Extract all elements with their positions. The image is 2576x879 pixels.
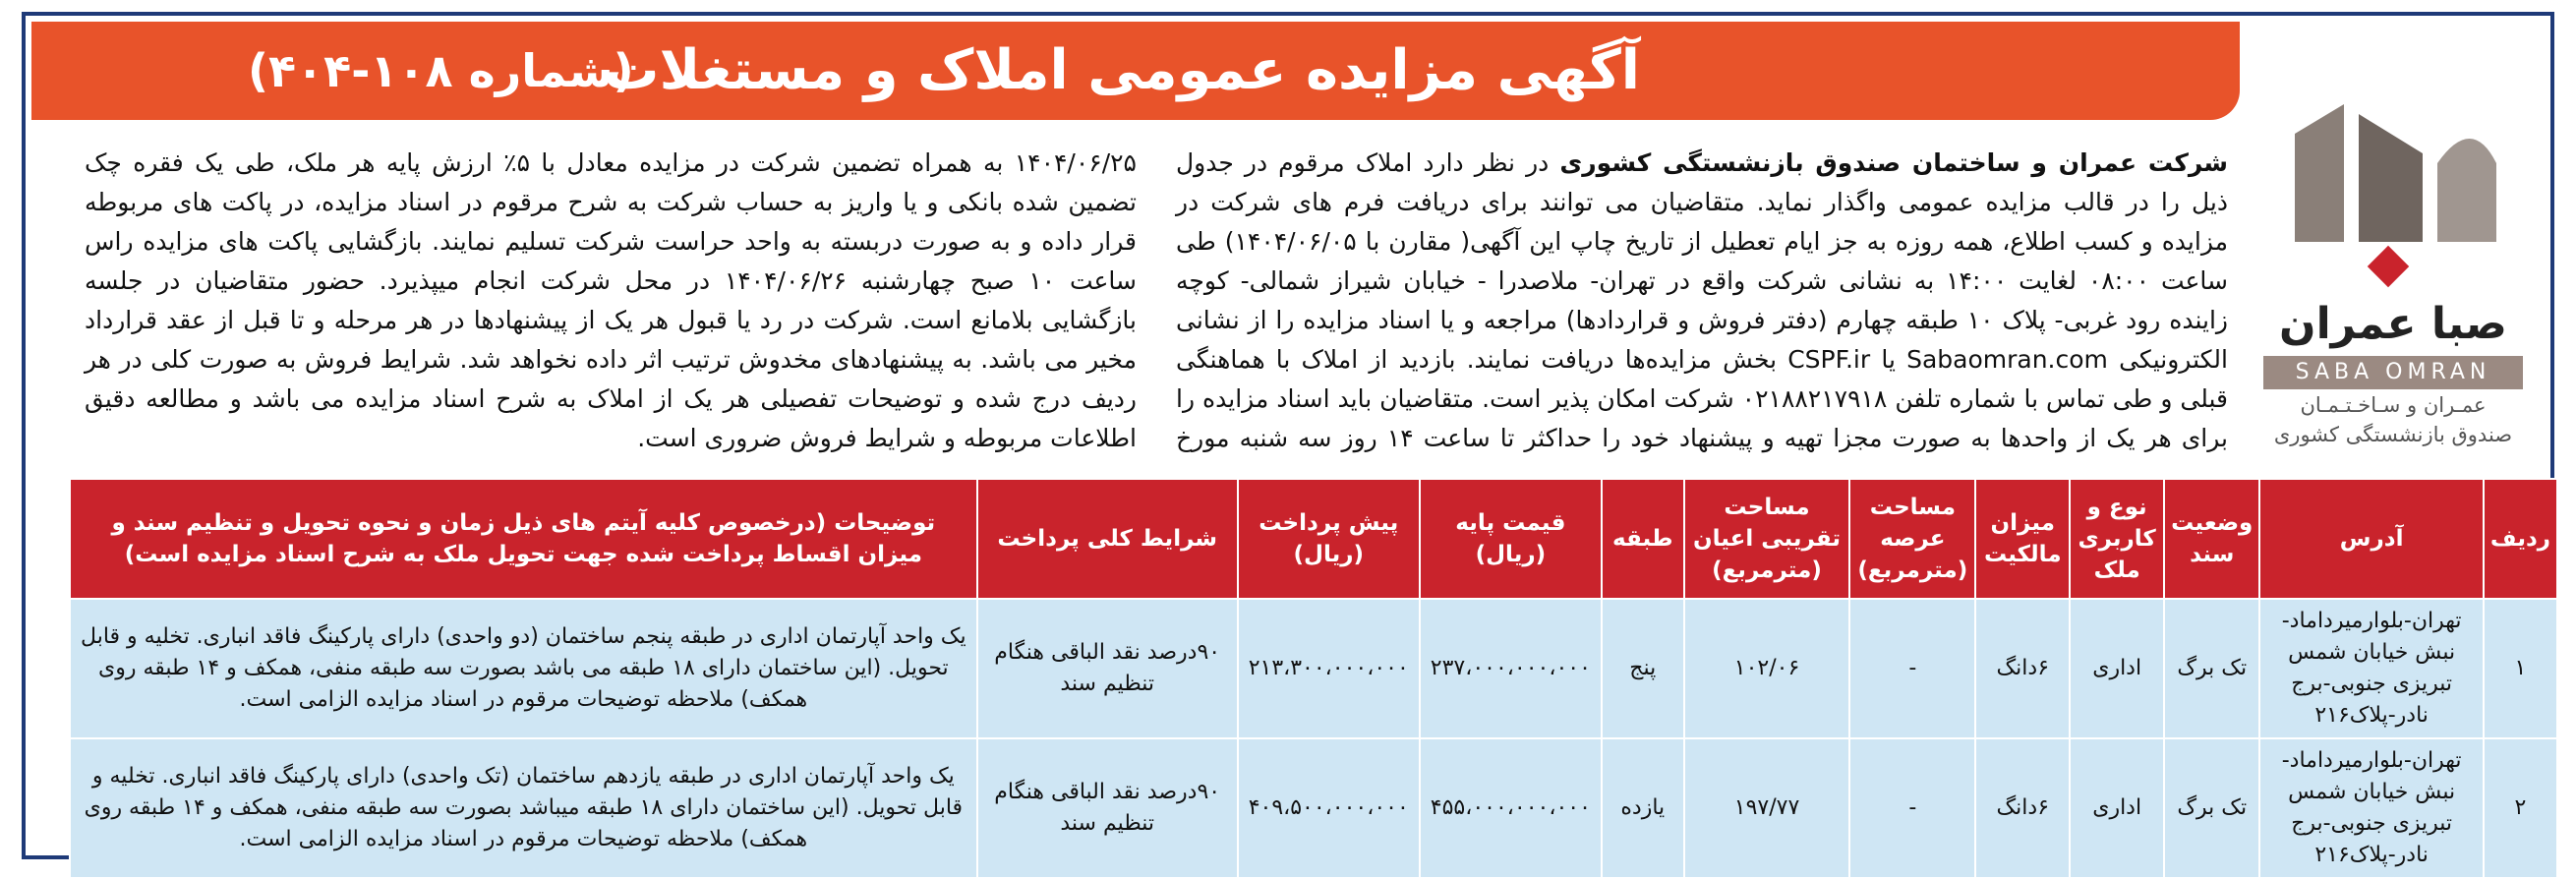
header-payment-terms: شرایط کلی پرداخت bbox=[977, 479, 1238, 599]
cell-ownership: ۶دانگ bbox=[1975, 599, 2070, 738]
company-logo bbox=[2246, 26, 2541, 458]
header-building-area: مساحت تقریبی اعیان (مترمربع) bbox=[1684, 479, 1850, 599]
ad-body-text: در نظر دارد املاک مرقوم در جدول ذیل را در قالب مزایده عمومی واگذار نماید. متقاضیان می توانند برای دریافت فرم های شرکت در مزایده و کسب اطلاع، همه روزه به جز ایام تعطیل از تاریخ چاپ این آگهی( مقارن با ۱۴۰۴/۰۶/۰۵) طی ساعت ۰۸:۰۰ لغایت ۱۴:۰۰ به نشانی شرکت واقع در تهران- ملاصدرا - خیابان شیراز شمالی- کوچه زاینده رود غربی- پلاک ۱۰ طبقه چهارم (دفتر فروش و قراردادها) مراجعه و یا اسناد مزایده را از نشانی الکترونیکی Sabaomran.com یا CSPF.ir بخش مزایده‌ها دریافت نمایند. بازدید از املاک با هماهنگی قبلی و طی تماس با شماره تلفن ۰۲۱۸۸۲۱۷۹۱۸ شرکت امکان پذیر است. متقاضیان باید اسناد مزایده را برای هر یک از واحدها به صورت مجزا تهیه و پیشنهاد خود را حداکثر تا ساعت ۱۴ روز سه شنبه مورخ ۱۴۰۴/۰۶/۲۵ به همراه تضمین شرکت در مزایده معادل با ۵٪ ارزش پایه هر ملک، طی یک فقره چک تضمین شده بانکی و یا واریز به حساب شرکت به شرح مرقوم در اسناد مزایده، در پاکت های مربوطه قرار داده و به صورت دربسته به واحد حراست شرکت تسلیم نمایند. بازگشایی پاکت های مزایده راس ساعت ۱۰ صبح چهارشنبه ۱۴۰۴/۰۶/۲۶ در محل شرکت انجام میپذیرد. حضور متقاضیان در جلسه بازگشایی بلامانع است. شرکت در رد یا قبول هر یک از پیشنهادها در هر مرحله و تا قبل از عقد قرارداد مخیر می باشد. به پیشنهادهای مخدوش ترتیب اثر داده نخواهد شد. شرایط فروش به صورت کلی در هر ردیف درج شده و توضیحات تفصیلی هر یک از املاک به شرح اسناد مزایده می باشد و مطالعه دقیق اطلاعات مربوطه و شرایط فروش ضروری است. bbox=[85, 148, 2229, 452]
table-row bbox=[70, 599, 2557, 738]
cell-row-number: ۲ bbox=[2484, 738, 2557, 878]
cell-prepayment: ۴۰۹،۵۰۰،۰۰۰،۰۰۰ bbox=[1238, 738, 1420, 878]
company-name: شرکت عمران و ساختمان صندوق بازنشستگی کشوری bbox=[1559, 148, 2229, 177]
header-address: آدرس bbox=[2259, 479, 2484, 599]
cell-address: تهران-بلوارمیرداماد-نبش خیابان شمس تبریزی جنوبی-برج نادر-پلاک۲۱۶ bbox=[2259, 738, 2484, 878]
ad-frame bbox=[22, 12, 2554, 867]
cell-building-area: ۱۰۲/۰۶ bbox=[1684, 599, 1850, 738]
cell-building-area: ۱۹۷/۷۷ bbox=[1684, 738, 1850, 878]
cell-description: یک واحد آپارتمان اداری در طبقه پنجم ساختمان (دو واحدی) دارای پارکینگ فاقد انباری. تخلیه و قابل تحویل. (این ساختمان دارای ۱۸ طبقه می باشد بصورت سه طبقه منفی، همکف و ۱۴ طبقه روی همکف) ملاحظه توضیحات مرقوم در اسناد مزایده الزامی است. bbox=[70, 599, 977, 738]
saba-omran-logo-icon bbox=[2275, 94, 2511, 291]
header-land-area: مساحت عرصه (مترمربع) bbox=[1849, 479, 1975, 599]
cell-ownership: ۶دانگ bbox=[1975, 738, 2070, 878]
header-prepayment: پیش پرداخت (ریال) bbox=[1238, 479, 1420, 599]
cell-deed: تک برگ bbox=[2164, 599, 2259, 738]
header-base-price: قیمت پایه (ریال) bbox=[1420, 479, 1602, 599]
ad-body bbox=[85, 144, 2228, 468]
property-table bbox=[69, 478, 2558, 879]
cell-address: تهران-بلوارمیرداماد-نبش خیابان شمس تبریزی جنوبی-برج نادر-پلاک۲۱۶ bbox=[2259, 599, 2484, 738]
table-row bbox=[70, 738, 2557, 878]
logo-name-fa: صبا عمران bbox=[2279, 299, 2507, 349]
header-ownership: میزان مالکیت bbox=[1975, 479, 2070, 599]
cell-prepayment: ۲۱۳،۳۰۰،۰۰۰،۰۰۰ bbox=[1238, 599, 1420, 738]
logo-name-en: SABA OMRAN bbox=[2263, 356, 2523, 389]
cell-floor: پنج bbox=[1602, 599, 1684, 738]
header-deed: وضعیت سند bbox=[2164, 479, 2259, 599]
cell-land-area: - bbox=[1849, 738, 1975, 878]
cell-usage: اداری bbox=[2070, 738, 2164, 878]
cell-payment-terms: ۹۰درصد نقد الباقی هنگام تنظیم سند bbox=[977, 599, 1238, 738]
header-description: توضیحات (درخصوص کلیه آیتم های ذیل زمان و نحوه تحویل و تنظیم سند و میزان اقساط پرداخت شده جهت تحویل ملک به شرح اسناد مزایده است) bbox=[70, 479, 977, 599]
cell-base-price: ۲۳۷،۰۰۰،۰۰۰،۰۰۰ bbox=[1420, 599, 1602, 738]
cell-description: یک واحد آپارتمان اداری در طبقه یازدهم ساختمان (تک واحدی) دارای پارکینگ فاقد انباری. تخلیه و قابل تحویل. (این ساختمان دارای ۱۸ طبقه میباشد بصورت سه طبقه منفی، همکف و ۱۴ طبقه روی همکف) ملاحظه توضیحات مرقوم در اسناد مزایده الزامی است. bbox=[70, 738, 977, 878]
auction-number: (شماره ۱۰۸-۴۰۴) bbox=[248, 44, 634, 97]
table-header-row bbox=[70, 479, 2557, 599]
header-floor: طبقه bbox=[1602, 479, 1684, 599]
ad-title: آگهی مزایده عمومی املاک و مستغلات bbox=[604, 38, 1640, 102]
cell-land-area: - bbox=[1849, 599, 1975, 738]
property-table-wrap bbox=[69, 478, 2558, 867]
cell-floor: یازده bbox=[1602, 738, 1684, 878]
title-banner bbox=[31, 22, 2240, 120]
logo-subtitle-2: صندوق بازنشستگی کشوری bbox=[2273, 423, 2513, 446]
cell-base-price: ۴۵۵،۰۰۰،۰۰۰،۰۰۰ bbox=[1420, 738, 1602, 878]
cell-deed: تک برگ bbox=[2164, 738, 2259, 878]
header-row-number: ردیف bbox=[2484, 479, 2557, 599]
header-usage: نوع و کاربری ملک bbox=[2070, 479, 2164, 599]
cell-row-number: ۱ bbox=[2484, 599, 2557, 738]
cell-usage: اداری bbox=[2070, 599, 2164, 738]
cell-payment-terms: ۹۰درصد نقد الباقی هنگام تنظیم سند bbox=[977, 738, 1238, 878]
logo-subtitle: عمـران و سـاخـتـمـان bbox=[2300, 393, 2487, 417]
